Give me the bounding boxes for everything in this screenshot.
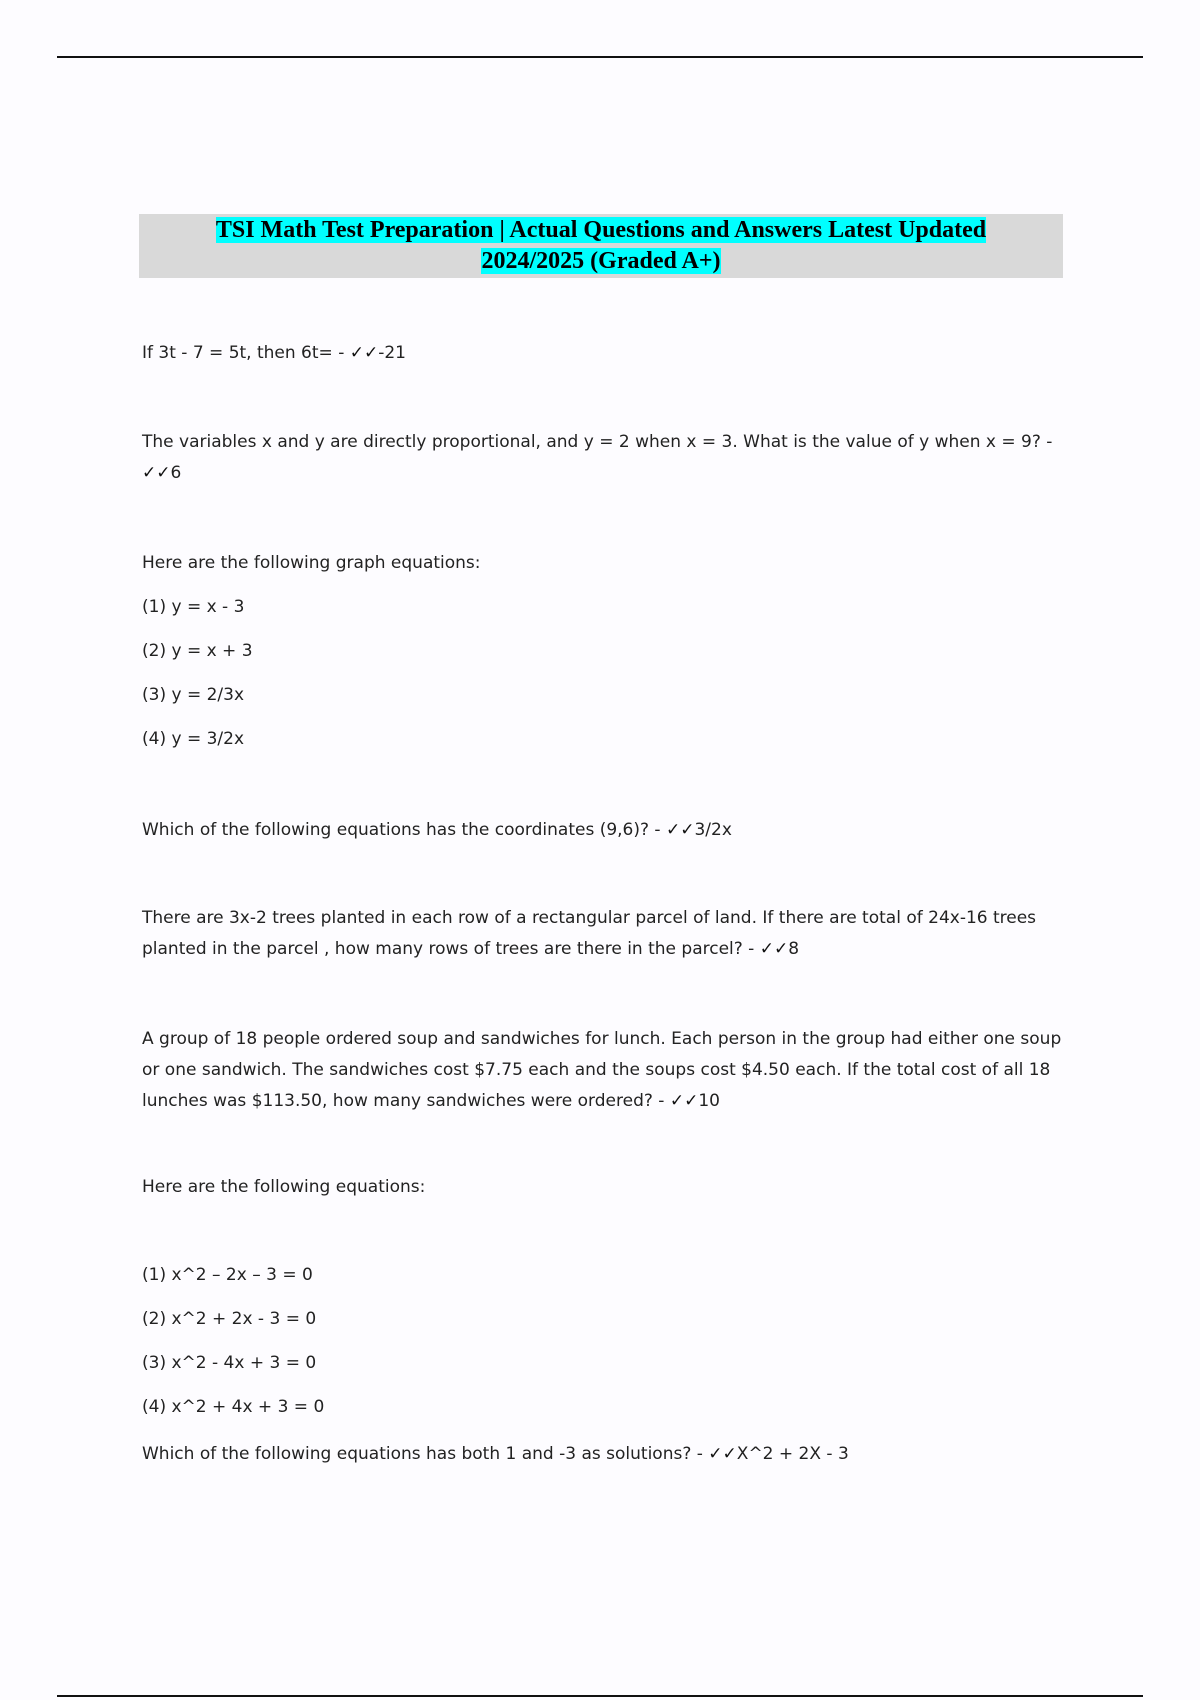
- equation-4: (4) x^2 + 4x + 3 = 0: [142, 1397, 325, 1417]
- question-4-answer: 8: [788, 939, 800, 959]
- question-1-text: If 3t - 7 = 5t, then 6t= -: [142, 343, 350, 363]
- graph-intro: Here are the following graph equations:: [142, 553, 481, 573]
- question-6-answer: X^2 + 2X - 3: [736, 1444, 849, 1464]
- question-4-text: There are 3x-2 trees planted in each row of a rectangular parcel of land. If there are total of 24x-16 trees planted in the parcel , how many rows of trees are there in the parcel? -: [142, 908, 1037, 959]
- question-3-answer: 3/2x: [694, 820, 732, 840]
- question-6: [142, 1439, 1062, 1470]
- equation-2: (2) x^2 + 2x - 3 = 0: [142, 1309, 317, 1329]
- equation-1: (1) x^2 – 2x – 3 = 0: [142, 1265, 313, 1285]
- question-5: [142, 1024, 1062, 1117]
- question-3-text: Which of the following equations has the coordinates (9,6)? -: [142, 820, 666, 840]
- question-3: [142, 815, 1062, 846]
- question-1: [142, 338, 1062, 369]
- check-icon: ✓✓: [759, 939, 789, 959]
- question-2-text: The variables x and y are directly proportional, and y = 2 when x = 3. What is the value of y when x = 9? -: [142, 432, 1053, 452]
- footer-rule: [57, 1695, 1143, 1697]
- equations-intro: Here are the following equations:: [142, 1177, 426, 1197]
- question-2: [142, 427, 1062, 489]
- check-icon: ✓✓: [708, 1444, 737, 1464]
- question-4: [142, 903, 1062, 965]
- graph-equation-1: (1) y = x - 3: [142, 597, 245, 617]
- document-title: [139, 214, 1063, 278]
- question-1-answer: -21: [378, 343, 407, 363]
- graph-equation-3: (3) y = 2/3x: [142, 685, 245, 705]
- equation-3: (3) x^2 - 4x + 3 = 0: [142, 1353, 317, 1373]
- check-icon: ✓✓: [142, 463, 171, 483]
- question-6-text: Which of the following equations has both 1 and -3 as solutions? -: [142, 1444, 709, 1464]
- check-icon: ✓✓: [665, 820, 695, 840]
- graph-equation-2: (2) y = x + 3: [142, 641, 253, 661]
- title-line-2: 2024/2025 (Graded A+): [481, 248, 721, 274]
- question-5-text: A group of 18 people ordered soup and sandwiches for lunch. Each person in the group had either one soup or one sandwich. The sandwiches cost $7.75 each and the soups cost $4.50 each. If the total cost of all 18 lunches was $113.50, how many sandwiches were ordered? -: [142, 1029, 1062, 1111]
- title-line-1: TSI Math Test Preparation | Actual Questions and Answers Latest Updated: [215, 217, 987, 243]
- header-rule: [57, 56, 1143, 58]
- check-icon: ✓✓: [669, 1091, 699, 1111]
- question-5-answer: 10: [698, 1091, 720, 1111]
- graph-equation-4: (4) y = 3/2x: [142, 729, 245, 749]
- question-2-answer: 6: [170, 463, 182, 483]
- check-icon: ✓✓: [349, 343, 379, 363]
